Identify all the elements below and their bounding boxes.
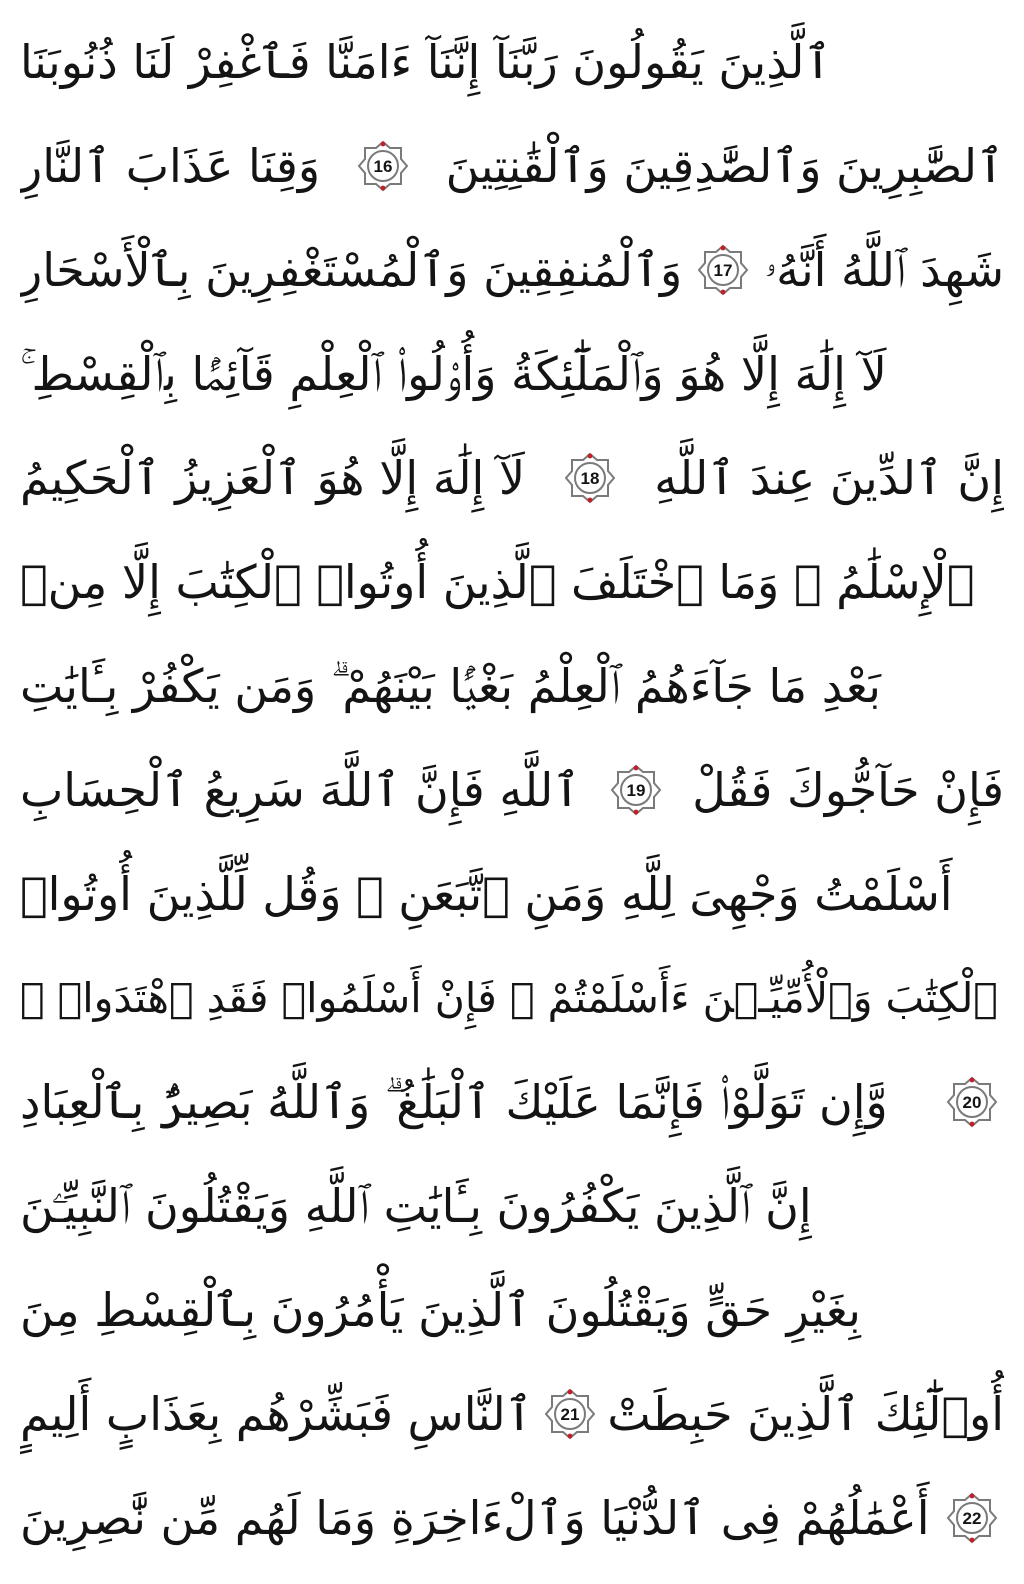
verse-text: ٱلصَّٰبِرِينَ وَٱلصَّٰدِقِينَ وَٱلْقَٰنِتِينَ: [445, 139, 1004, 193]
text-line: [20, 1258, 1004, 1362]
text-line: [20, 946, 1004, 1050]
verse-text: إِنَّ ٱلَّذِينَ يَكْفُرُونَ بِـَٔايَٰتِ ٱللَّهِ وَيَقْتُلُونَ ٱلنَّبِيِّـۧنَ: [20, 1179, 812, 1233]
verse-text: ٱللَّهِ فَإِنَّ ٱللَّهَ سَرِيعُ ٱلْحِسَابِ: [20, 763, 581, 817]
verse-text: أَعْمَٰلُهُمْ فِى ٱلدُّنْيَا وَٱلْءَاخِرَةِ وَمَا لَهُم مِّن نَّٰصِرِينَ: [20, 1491, 930, 1545]
ayah-number: 16: [373, 157, 393, 176]
text-line: [20, 1466, 1004, 1570]
ayah-marker-icon: [544, 1388, 596, 1440]
ayah-marker-icon: [946, 1492, 998, 1544]
text-line: [20, 1362, 1004, 1466]
verse-text: أَسْلَمْتُ وَجْهِىَ لِلَّهِ وَمَنِ ٱتَّبَعَنِ ۗ وَقُل لِّلَّذِينَ أُوتُوا۟: [20, 867, 953, 921]
text-line: [20, 1154, 1004, 1258]
ayah-marker-icon: [697, 244, 749, 296]
verse-text: شَهِدَ ٱللَّهُ أَنَّهُۥ: [764, 243, 1004, 297]
ayah-number: 21: [560, 1405, 580, 1424]
text-line: [20, 322, 1004, 426]
text-line: [20, 530, 1004, 634]
ayah-marker-icon: [946, 1076, 998, 1128]
text-line: [20, 10, 1004, 114]
verse-text: وَقِنَا عَذَابَ ٱلنَّارِ: [20, 139, 321, 193]
verse-text: لَآ إِلَٰهَ إِلَّا هُوَ ٱلْعَزِيزُ ٱلْحَكِيمُ: [20, 451, 526, 505]
ayah-number: 20: [962, 1093, 982, 1112]
text-line: [20, 842, 1004, 946]
ayah-marker-icon: [564, 452, 616, 504]
verse-text: ٱلنَّاسِ فَبَشِّرْهُم بِعَذَابٍ أَلِيمٍ: [20, 1387, 533, 1441]
ayah-marker-icon: [610, 764, 662, 816]
verse-text: بِغَيْرِ حَقٍّ وَيَقْتُلُونَ ٱلَّذِينَ يَأْمُرُونَ بِٱلْقِسْطِ مِنَ: [20, 1283, 861, 1337]
verse-text: ٱلْكِتَٰبَ وَٱلْأُمِّيِّـۧنَ ءَأَسْلَمْتُمْ ۚ فَإِنْ أَسْلَمُوا۟ فَقَدِ ٱهْتَدَوا۟ ۖ: [20, 973, 998, 1022]
verse-text: ٱلْإِسْلَٰمُ ۗ وَمَا ٱخْتَلَفَ ٱلَّذِينَ أُوتُوا۟ ٱلْكِتَٰبَ إِلَّا مِنۢ: [20, 555, 975, 609]
verse-text: فَإِنْ حَآجُّوكَ فَقُلْ: [692, 763, 1004, 817]
text-line: [20, 634, 1004, 738]
text-line: [20, 114, 1004, 218]
text-line: [20, 738, 1004, 842]
verse-lines: [20, 10, 1004, 1570]
verse-text: ٱلَّذِينَ يَقُولُونَ رَبَّنَآ إِنَّنَآ ءَامَنَّا فَٱغْفِرْ لَنَا ذُنُوبَنَا: [20, 35, 832, 89]
ayah-number: 17: [713, 261, 733, 280]
ayah-number: 18: [580, 469, 600, 488]
ayah-marker-icon: [357, 140, 409, 192]
verse-text: بَعْدِ مَا جَآءَهُمُ ٱلْعِلْمُ بَغْيًۢا بَيْنَهُمْ ۗ وَمَن يَكْفُرْ بِـَٔايَٰتِ: [20, 659, 881, 713]
verse-text: لَآ إِلَٰهَ إِلَّا هُوَ وَٱلْمَلَٰٓئِكَةُ وَأُو۟لُوا۟ ٱلْعِلْمِ قَآئِمًۢا بِٱلْقِسْطِ ۚ: [20, 347, 887, 401]
text-line: [20, 1050, 1004, 1154]
verse-text: إِنَّ ٱلدِّينَ عِندَ ٱللَّهِ: [654, 451, 1004, 505]
text-line: [20, 218, 1004, 322]
ayah-number: 19: [626, 781, 646, 800]
verse-text: أُو۟لَٰٓئِكَ ٱلَّذِينَ حَبِطَتْ: [607, 1387, 1004, 1441]
verse-text: وَّإِن تَوَلَّوْا۟ فَإِنَّمَا عَلَيْكَ ٱلْبَلَٰغُ ۗ وَٱللَّهُ بَصِيرٌۢ بِٱلْعِبَادِ: [20, 1075, 888, 1129]
text-line: [20, 426, 1004, 530]
verse-text: وَٱلْمُنفِقِينَ وَٱلْمُسْتَغْفِرِينَ بِٱلْأَسْحَارِ: [20, 243, 683, 297]
ayah-number: 22: [962, 1509, 982, 1528]
